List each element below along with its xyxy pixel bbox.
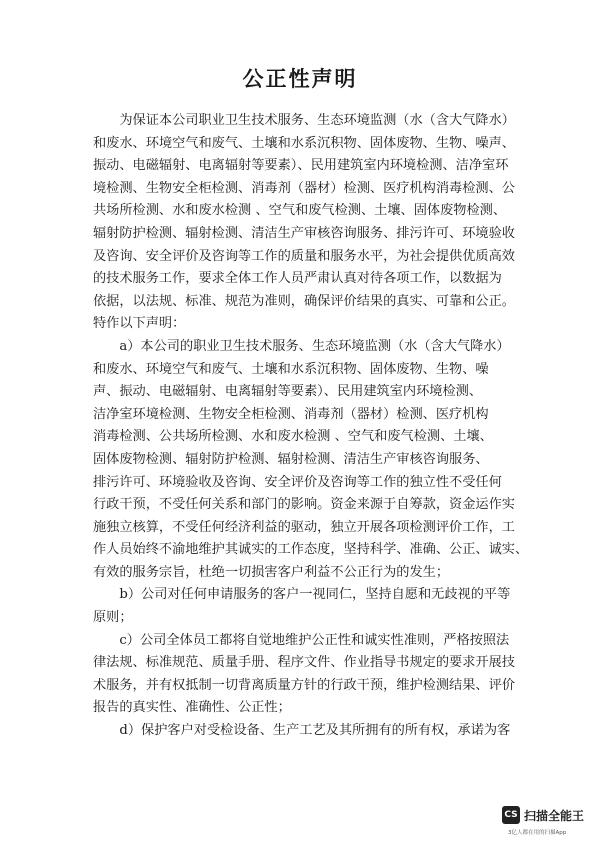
body-line: 和废水、环境空气和废气、土壤和水系沉积物、固体废物、生物、噪 [93, 361, 489, 377]
body-line: 有效的服务宗旨，杜绝一切损害客户利益不公正行为的发生； [93, 564, 450, 580]
body-line: 的技术服务工作，要求全体工作人员严肃认真对待各项工作，以数据为 [93, 271, 502, 287]
body-line: 依据，以法规、标准、规范为准则，确保评价结果的真实、可靠和公正。 [93, 293, 515, 309]
document-body [93, 110, 529, 743]
body-line: 律法规、标准规范、质量手册、程序文件、作业指导书规定的要求开展技 [93, 655, 515, 671]
body-line: 境检测、生物安全柜检测、消毒剂（器材）检测、医疗机构消毒检测、公 [93, 180, 515, 196]
body-line: 排污许可、环境验收及咨询、安全评价及咨询等工作的独立性不受任何 [93, 474, 502, 490]
scanner-watermark [502, 804, 594, 844]
body-line: 共场所检测、水和废水检测 、空气和废气检测、土壤、固体废物检测、 [93, 203, 507, 219]
document-title: 公正性声明 [242, 67, 358, 91]
body-line: 特作以下声明： [93, 316, 186, 332]
body-line: b）公司对任何申请服务的客户一视同仁，坚持自愿和无歧视的平等 [93, 587, 511, 603]
body-line: 消毒检测、公共场所检测、水和废水检测 、空气和废气检测、土壤、 [93, 429, 493, 445]
body-line: 及咨询、安全评价及咨询等工作的质量和服务水平，为社会提供优质高效 [93, 248, 515, 264]
body-line: 和废水、环境空气和废气、土壤和水系沉积物、固体废物、生物、噪声、 [93, 135, 515, 151]
body-line: 固体废物检测、辐射防护检测、辐射检测、清洁生产审核咨询服务、 [93, 451, 489, 467]
body-line: 作人员始终不渝地维护其诚实的工作态度，坚持科学、准确、公正、诚实、 [93, 542, 529, 558]
watermark-tagline: 3亿人都在用的扫描App [508, 830, 567, 836]
body-line: 洁净室环境检测、生物安全柜检测、消毒剂（器材）检测、医疗机构 [93, 406, 489, 422]
body-line: 为保证本公司职业卫生技术服务、生态环境监测（水（含大气降水） [93, 113, 515, 128]
watermark-app-name: 扫描全能王 [524, 809, 585, 823]
body-line: 辐射防护检测、辐射检测、清洁生产审核咨询服务、排污许可、环境验收 [93, 225, 515, 241]
camscanner-logo-icon: CS [502, 806, 520, 824]
body-line: 施独立核算，不受任何经济利益的驱动，独立开展各项检测评价工作，工 [93, 519, 515, 535]
body-line: d）保护客户对受检设备、生产工艺及其所拥有的所有权，承诺为客 [93, 723, 511, 739]
body-line: 声、振动、电磁辐射、电离辐射等要素）、民用建筑室内环境检测、 [93, 384, 483, 400]
body-line: 术服务，并有权抵制一切背离质量方针的行政干预，维护检测结果、评价 [93, 677, 515, 693]
body-line: 行政干预，不受任何关系和部门的影响。资金来源于自筹款，资金运作实 [93, 497, 515, 513]
body-line: c）公司全体员工都将自觉地维护公正性和诚实性准则，严格按照法 [93, 632, 510, 648]
body-line: 振动、电磁辐射、电离辐射等要素）、民用建筑室内环境检测、洁净室环 [93, 158, 509, 174]
body-line: 原则； [93, 610, 133, 626]
body-line: a）本公司的职业卫生技术服务、生态环境监测（水（含大气降水） [93, 338, 510, 354]
body-line: 报告的真实性、准确性、公正性； [93, 700, 291, 716]
